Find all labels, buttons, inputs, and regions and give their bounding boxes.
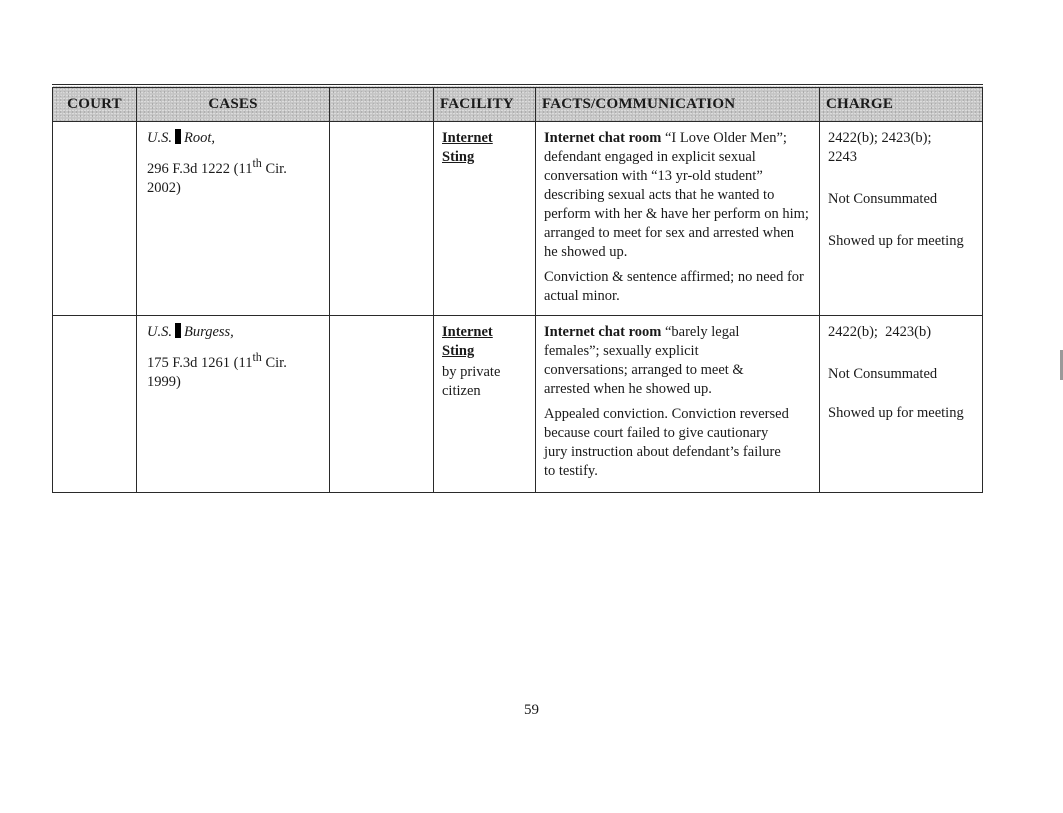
citation-superscript: th (252, 350, 262, 364)
facts-outcome: Conviction & sentence affirmed; no need for actual minor. (544, 269, 804, 304)
header-row (53, 86, 983, 122)
header-facility: FACILITY (434, 86, 536, 122)
table-row (53, 122, 983, 316)
case-table (52, 84, 983, 493)
header-facts: FACTS/COMMUNICATION (536, 86, 820, 122)
facts-paragraph (544, 323, 774, 399)
facts-lead: Internet chat room (544, 324, 662, 340)
redaction-mark (175, 323, 181, 338)
redaction-mark (175, 129, 181, 144)
facts-text: “barely legal females”; sexually explicit conversations; arranged to meet & arrested when he showed up. (544, 324, 744, 397)
header-cases: CASES (137, 86, 330, 122)
blank-cell (330, 122, 434, 316)
citation-tail: Cir. 1999) (147, 354, 287, 390)
facts-text: “I Love Older Men”; defendant engaged in explicit sexual conversation with “13 yr-old student” describing sexual acts that he wanted to perform with her & have her perform on him; arranged to meet for sex and arrested when he showed up. (544, 130, 809, 260)
charge-status: Not Consummated (828, 191, 938, 207)
facility-cell (434, 122, 536, 316)
case-caption (147, 323, 321, 342)
blank-cell (330, 316, 434, 493)
charge-status: Not Consummated (828, 366, 938, 382)
header-blank (330, 86, 434, 122)
charge-meeting: Showed up for meeting (828, 233, 964, 249)
table-row (53, 316, 983, 493)
facts-cell (536, 316, 820, 493)
citation-text: 175 F.3d 1261 (11 (147, 354, 253, 371)
court-cell (53, 122, 137, 316)
facts-cell (536, 122, 820, 316)
citation-text: 296 F.3d 1222 (11 (147, 160, 253, 177)
header-charge: CHARGE (820, 86, 983, 122)
facts-lead: Internet chat room (544, 130, 662, 146)
facility-type: Internet Sting (442, 324, 493, 359)
cases-cell (137, 316, 330, 493)
court-cell (53, 316, 137, 493)
charge-cell (820, 316, 983, 493)
facility-cell (434, 316, 536, 493)
charge-meeting: Showed up for meeting (828, 405, 964, 421)
case-citation (147, 154, 321, 198)
case-caption (147, 129, 321, 148)
header-court: COURT (53, 86, 137, 122)
charge-statutes: 2422(b); 2423(b) (828, 324, 932, 340)
cases-cell (137, 122, 330, 316)
case-name: Root, (183, 130, 215, 146)
citation-tail: Cir. 2002) (147, 160, 287, 196)
charge-statutes: 2422(b); 2423(b); 2243 (828, 130, 932, 165)
citation-superscript: th (252, 156, 262, 170)
facts-outcome: Appealed conviction. Conviction reversed because court failed to give cautionary jury instruction about defendant’s failure to testify. (544, 406, 789, 479)
facility-note: by private citizen (442, 364, 501, 399)
case-name: Burgess, (183, 324, 234, 340)
page-number: 59 (524, 702, 539, 718)
case-citation (147, 348, 321, 392)
charge-cell (820, 122, 983, 316)
facts-paragraph (544, 129, 811, 262)
facility-type: Internet Sting (442, 130, 493, 165)
case-prefix: U.S. (147, 130, 172, 146)
case-prefix: U.S. (147, 324, 172, 340)
